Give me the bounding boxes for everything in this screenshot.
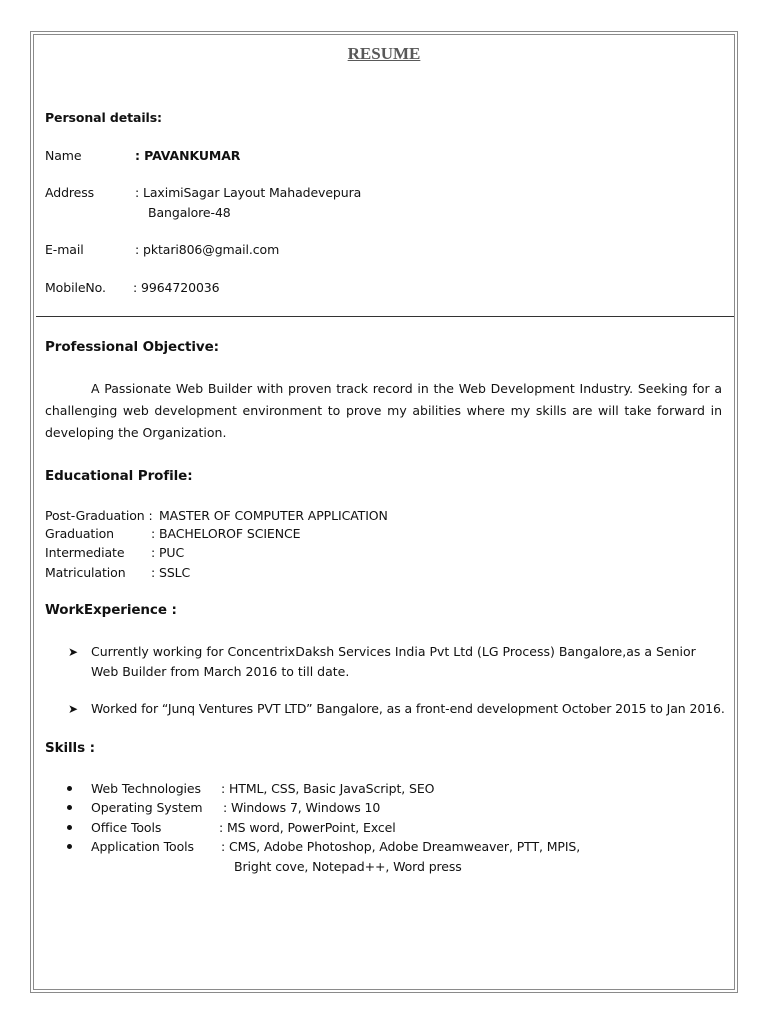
education-label: Matriculation bbox=[45, 565, 126, 580]
resume-title: RESUME bbox=[347, 44, 421, 63]
objective-text: A Passionate Web Builder with proven track record in the Web Development Industry. Seeking for a challenging web development environment to prove my abilities where my skills are will take forward in developing the Organization. bbox=[45, 381, 722, 440]
email-value: : pktari806@gmail.com bbox=[135, 242, 280, 257]
name-label: Name bbox=[45, 148, 82, 163]
work-item: Currently working for ConcentrixDaksh Services India Pvt Ltd (LG Process) Bangalore,as a Senior Web Builder from March 2016 to till date. bbox=[91, 644, 696, 679]
education-label: Graduation bbox=[45, 526, 114, 541]
bullet-dot-icon bbox=[67, 825, 72, 830]
mobile-label: MobileNo. bbox=[45, 280, 106, 295]
skill-value: : MS word, PowerPoint, Excel bbox=[219, 820, 396, 835]
address-line-1: : LaximiSagar Layout Mahadevepura bbox=[135, 185, 362, 200]
arrow-bullet-icon: ➤ bbox=[68, 702, 79, 716]
personal-details-heading: Personal details: bbox=[45, 110, 162, 125]
education-value: MASTER OF COMPUTER APPLICATION bbox=[159, 508, 388, 523]
work-item: Worked for “Junq Ventures PVT LTD” Bangalore, as a front-end development October 2015 to Jan 2016. bbox=[91, 701, 725, 716]
skill-label: Application Tools bbox=[91, 839, 194, 854]
bullet-dot-icon bbox=[67, 844, 72, 849]
skill-label: Web Technologies bbox=[91, 781, 201, 796]
skill-label: Operating System bbox=[91, 800, 203, 815]
education-heading: Educational Profile: bbox=[45, 468, 193, 484]
address-line-2: Bangalore-48 bbox=[148, 205, 231, 220]
education-value: : BACHELOROF SCIENCE bbox=[151, 526, 301, 541]
education-value: : SSLC bbox=[151, 565, 191, 580]
education-label: Post-Graduation : bbox=[45, 508, 153, 523]
work-experience-heading: WorkExperience : bbox=[45, 602, 177, 618]
email-label: E-mail bbox=[45, 242, 84, 257]
skill-value: : Windows 7, Windows 10 bbox=[223, 800, 381, 815]
objective-heading: Professional Objective: bbox=[45, 339, 219, 355]
mobile-value: : 9964720036 bbox=[133, 280, 220, 295]
name-value: : PAVANKUMAR bbox=[135, 148, 241, 163]
address-label: Address bbox=[45, 185, 95, 200]
skill-value-continued: Bright cove, Notepad++, Word press bbox=[234, 859, 462, 874]
arrow-bullet-icon: ➤ bbox=[68, 645, 79, 659]
skill-label: Office Tools bbox=[91, 820, 162, 835]
skill-value: : HTML, CSS, Basic JavaScript, SEO bbox=[221, 781, 435, 796]
skill-value: : CMS, Adobe Photoshop, Adobe Dreamweaver, PTT, MPIS, bbox=[221, 839, 581, 854]
bullet-dot-icon bbox=[67, 805, 72, 810]
skills-heading: Skills : bbox=[45, 740, 95, 756]
education-value: : PUC bbox=[151, 545, 185, 560]
education-label: Intermediate bbox=[45, 545, 125, 560]
bullet-dot-icon bbox=[67, 786, 72, 791]
section-divider bbox=[36, 316, 734, 317]
